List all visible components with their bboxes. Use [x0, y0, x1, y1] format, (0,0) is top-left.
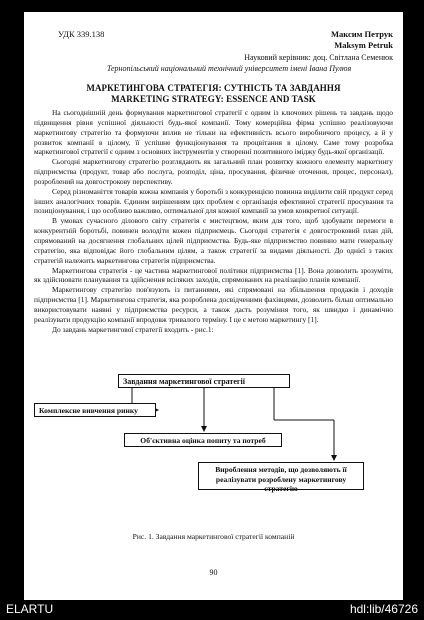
paragraph: Сьогодні маркетингову стратегію розглядають як загальний план розвитку кожного елементу маркетингу підприємства (продукт, товар або послуга, розподіл, ціна, просування, фізичне оточення, процес, персонал), розроблений на довгострокову перспективу.: [34, 157, 393, 186]
diagram-task-demand-assessment: Об'єктивна оцінка попиту та потреб: [124, 433, 282, 447]
diagram-root-box: Завдання маркетингової стратегії: [118, 374, 290, 388]
udk-code: УДК 339.138: [58, 29, 105, 39]
paragraph: До завдань маркетингової стратегії входить - рис.1:: [52, 324, 214, 334]
paragraph: Маркетингову стратегію пов'язують із питаннями, які спрямовані на збільшення продажів і доходів підприємства [1]. Маркетингова стратегія, яка розроблена досвідченими фахівцями, дозволить більш оптимально використовувати наявні у підприємства ресурси, а також дасть розуміння того, як швидко і динамічно реалізувати продукцію компанії впродовж тривалого терміну. І це є метою маркетингу [1].: [34, 285, 393, 324]
diagram-task-method-development: Вироблення методів, що дозволяють її реалізувати розроблену маркетингову стратегію: [198, 462, 364, 490]
author-name-ua: Максим Петрук: [331, 29, 393, 39]
paragraph: Маркетингова стратегія - це частина маркетингової політики підприємства [1]. Вона дозволить зрозуміти, як здійснювати планування та здійснення всіляких заходів, спрямованих на реалізацію планів компанії.: [34, 265, 393, 285]
paragraph: В умовах сучасного ділового світу стратегія є мистецтвом, яким для того, щоб здобувати перемоги в конкурентній боротьбі, повинен володіти кожен підприємець. Сьогодні стратегія є довгостроковий план дій, спрямований на досягнення глобальних цілей підприємства. Будь-яке підприємство повинно мати генеральну стратегію, яка відповідає його глобальним цілям, а також стратегії за видами діяльності. До однієї з таких стратегій належить маркетингова стратегія підприємства.: [34, 216, 393, 265]
handle-id: hdl:lib/46726: [349, 602, 418, 616]
diagram-task-market-research: Комплексне вивчення ринку: [34, 403, 156, 417]
supervisor-line: Науковий керівник: доц. Світлана Семенюк: [244, 53, 393, 62]
university-line: Тернопільський національний технічний університет імені Івана Пулюя: [106, 64, 352, 73]
figure-caption: Рис. 1. Завдання маркетингової стратегії компаній: [132, 532, 295, 541]
repository-name: ELARTU: [6, 602, 54, 616]
page-number: 90: [209, 568, 218, 577]
diagram-connectors: [34, 370, 393, 538]
figure-diagram: [34, 370, 393, 538]
author-name-en: Maksym Petruk: [334, 40, 393, 50]
document-page: [24, 12, 403, 600]
title-en: MARKETING STRATEGY: ESSENCE AND TASK: [111, 94, 316, 104]
paragraph: На сьогоднішній день формування маркетингової стратегії є одним із ключових рішень та завдань щодо підвищення рівня успішної діяльності будь-якої компанії. Тому комерційна фірма успішно реалізовуючи маркетингову стратегію та формуючи вплив не тільки на ефективність всього виробничого процесу, а й у розвиток компанії в цілому, її успішне функціонування та процвітання в цілому. Саме тому розробка маркетингової стратегії є одним з основних інструментів у створенні позитивного іміджу будь-якої організації.: [34, 108, 393, 157]
article-body: [34, 108, 393, 334]
paragraph: Серед різноманіття товарів кожна компанія у боротьбі з конкуренцією повинна виділити свій продукт серед інших аналогічних товарів. Єдиним вирішенням цих проблем є організація ефективної стратегії просування та позиціонування, і що особливо важливо, оптимальної для кожної компанії за умов конкретної ситуації.: [34, 186, 393, 216]
title-ua: МАРКЕТИНГОВА СТРАТЕГІЯ: СУТНІСТЬ ТА ЗАВДАННЯ: [86, 83, 341, 93]
